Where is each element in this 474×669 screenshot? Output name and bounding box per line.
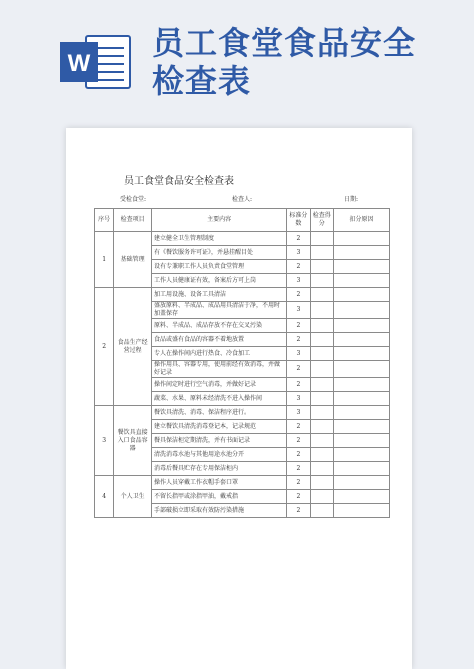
banner-title-line-2: 检查表 [152, 62, 252, 100]
row-deduction-reason-cell[interactable] [334, 246, 390, 260]
row-standard-score: 2 [287, 462, 310, 476]
row-inspection-score-cell[interactable] [310, 288, 333, 302]
banner-title [152, 24, 452, 100]
row-content: 蔬菜、水果、原料未经清洗不进入操作间 [151, 392, 286, 406]
row-standard-score: 2 [287, 448, 310, 462]
row-deduction-reason-cell[interactable] [334, 288, 390, 302]
row-content: 操作用具、容器专用，使用前经有效消毒，并做好记录 [151, 361, 286, 378]
document-title: 员工食堂食品安全检查表 [124, 176, 234, 187]
row-deduction-reason-cell[interactable] [334, 274, 390, 288]
meta-row [66, 194, 412, 206]
group-category: 食品生产经营过程 [114, 288, 152, 406]
row-standard-score: 3 [287, 392, 310, 406]
row-deduction-reason-cell[interactable] [334, 406, 390, 420]
row-inspection-score-cell[interactable] [310, 319, 333, 333]
row-deduction-reason-cell[interactable] [334, 420, 390, 434]
row-deduction-reason-cell[interactable] [334, 378, 390, 392]
group-index: 4 [95, 476, 114, 518]
row-content: 有《餐饮服务许可证》，并悬挂醒目处 [151, 246, 286, 260]
row-standard-score: 2 [287, 420, 310, 434]
document-page [66, 128, 412, 669]
row-standard-score: 3 [287, 347, 310, 361]
row-standard-score: 3 [287, 302, 310, 319]
row-inspection-score-cell[interactable] [310, 232, 333, 246]
row-standard-score: 2 [287, 288, 310, 302]
group-category: 个人卫生 [114, 476, 152, 518]
row-deduction-reason-cell[interactable] [334, 476, 390, 490]
row-deduction-reason-cell[interactable] [334, 302, 390, 319]
row-inspection-score-cell[interactable] [310, 347, 333, 361]
row-inspection-score-cell[interactable] [310, 378, 333, 392]
banner-title-line-1: 员工食堂食品安全 [152, 24, 417, 62]
col-header-standard-score: 标准分数 [287, 209, 310, 232]
row-inspection-score-cell[interactable] [310, 260, 333, 274]
row-deduction-reason-cell[interactable] [334, 347, 390, 361]
col-header-inspection-score: 检查得分 [310, 209, 333, 232]
row-standard-score: 2 [287, 490, 310, 504]
row-standard-score: 2 [287, 361, 310, 378]
banner [0, 0, 474, 110]
row-inspection-score-cell[interactable] [310, 274, 333, 288]
meta-date-label: 日期: [344, 196, 359, 203]
row-deduction-reason-cell[interactable] [334, 462, 390, 476]
row-content: 餐饮具清洗、消毒、保洁程序进行。 [151, 406, 286, 420]
row-content: 盛放原料、半成品、成品用具清洁于净，不用时加盖保存 [151, 302, 286, 319]
row-deduction-reason-cell[interactable] [334, 361, 390, 378]
row-deduction-reason-cell[interactable] [334, 490, 390, 504]
row-standard-score: 2 [287, 319, 310, 333]
group-category: 餐饮具直接入口食品容器 [114, 406, 152, 476]
row-deduction-reason-cell[interactable] [334, 260, 390, 274]
row-deduction-reason-cell[interactable] [334, 392, 390, 406]
meta-inspected-label: 受检食堂: [120, 196, 147, 203]
row-standard-score: 2 [287, 333, 310, 347]
row-deduction-reason-cell[interactable] [334, 319, 390, 333]
row-standard-score: 3 [287, 406, 310, 420]
row-content: 餐具保洁柜定期清洗，并有书面记录 [151, 434, 286, 448]
row-content: 设有专兼职工作人员负责食堂管理 [151, 260, 286, 274]
row-standard-score: 2 [287, 434, 310, 448]
row-inspection-score-cell[interactable] [310, 246, 333, 260]
row-inspection-score-cell[interactable] [310, 302, 333, 319]
row-standard-score: 2 [287, 504, 310, 518]
group-index: 1 [95, 232, 114, 288]
group-index: 3 [95, 406, 114, 476]
col-header-deduction-reason: 扣分原因 [334, 209, 390, 232]
row-deduction-reason-cell[interactable] [334, 504, 390, 518]
row-deduction-reason-cell[interactable] [334, 232, 390, 246]
row-content: 工作人员健康证有效，备案后方可上岗 [151, 274, 286, 288]
table-row [95, 476, 390, 490]
row-content: 操作间定时进行空气消毒，并做好记录 [151, 378, 286, 392]
row-inspection-score-cell[interactable] [310, 476, 333, 490]
col-header-category: 检查项目 [114, 209, 152, 232]
row-inspection-score-cell[interactable] [310, 361, 333, 378]
row-content: 操作人员穿戴工作衣帽手套口罩 [151, 476, 286, 490]
row-deduction-reason-cell[interactable] [334, 333, 390, 347]
row-content: 食品或盛有食品的容器不着地放置 [151, 333, 286, 347]
row-standard-score: 2 [287, 476, 310, 490]
row-inspection-score-cell[interactable] [310, 406, 333, 420]
word-document-icon [58, 34, 132, 90]
table-header-row [95, 209, 390, 232]
meta-inspector-label: 检查人: [232, 196, 253, 203]
table-row [95, 406, 390, 420]
row-content: 原料、半成品、成品存放不存在交叉污染 [151, 319, 286, 333]
svg-text:W: W [67, 50, 91, 77]
row-deduction-reason-cell[interactable] [334, 448, 390, 462]
row-inspection-score-cell[interactable] [310, 462, 333, 476]
col-header-index: 序号 [95, 209, 114, 232]
row-inspection-score-cell[interactable] [310, 490, 333, 504]
row-standard-score: 3 [287, 274, 310, 288]
row-standard-score: 2 [287, 232, 310, 246]
row-content: 消毒后餐具贮存在专用保洁柜内 [151, 462, 286, 476]
checklist-table [94, 208, 390, 518]
row-standard-score: 3 [287, 246, 310, 260]
row-content: 建立餐饮具清洗消毒登记本，记录规范 [151, 420, 286, 434]
group-index: 2 [95, 288, 114, 406]
row-content: 不留长指甲或涂指甲油，戴戒指 [151, 490, 286, 504]
group-category: 基础管理 [114, 232, 152, 288]
row-standard-score: 2 [287, 260, 310, 274]
table-row [95, 232, 390, 246]
row-content: 专人在操作间内进行热食、冷食加工 [151, 347, 286, 361]
row-content: 建立健全卫生管理制度 [151, 232, 286, 246]
row-content: 加工用设施、设备工具清洁 [151, 288, 286, 302]
table-row [95, 288, 390, 302]
col-header-content: 主要内容 [151, 209, 286, 232]
row-standard-score: 2 [287, 378, 310, 392]
table-body [95, 232, 390, 518]
row-inspection-score-cell[interactable] [310, 448, 333, 462]
row-deduction-reason-cell[interactable] [334, 434, 390, 448]
row-inspection-score-cell[interactable] [310, 333, 333, 347]
row-content: 手部破损立即采取有效防污染措施 [151, 504, 286, 518]
row-inspection-score-cell[interactable] [310, 392, 333, 406]
row-content: 清洗消毒水池与其他用途水池分开 [151, 448, 286, 462]
row-inspection-score-cell[interactable] [310, 434, 333, 448]
row-inspection-score-cell[interactable] [310, 420, 333, 434]
row-inspection-score-cell[interactable] [310, 504, 333, 518]
